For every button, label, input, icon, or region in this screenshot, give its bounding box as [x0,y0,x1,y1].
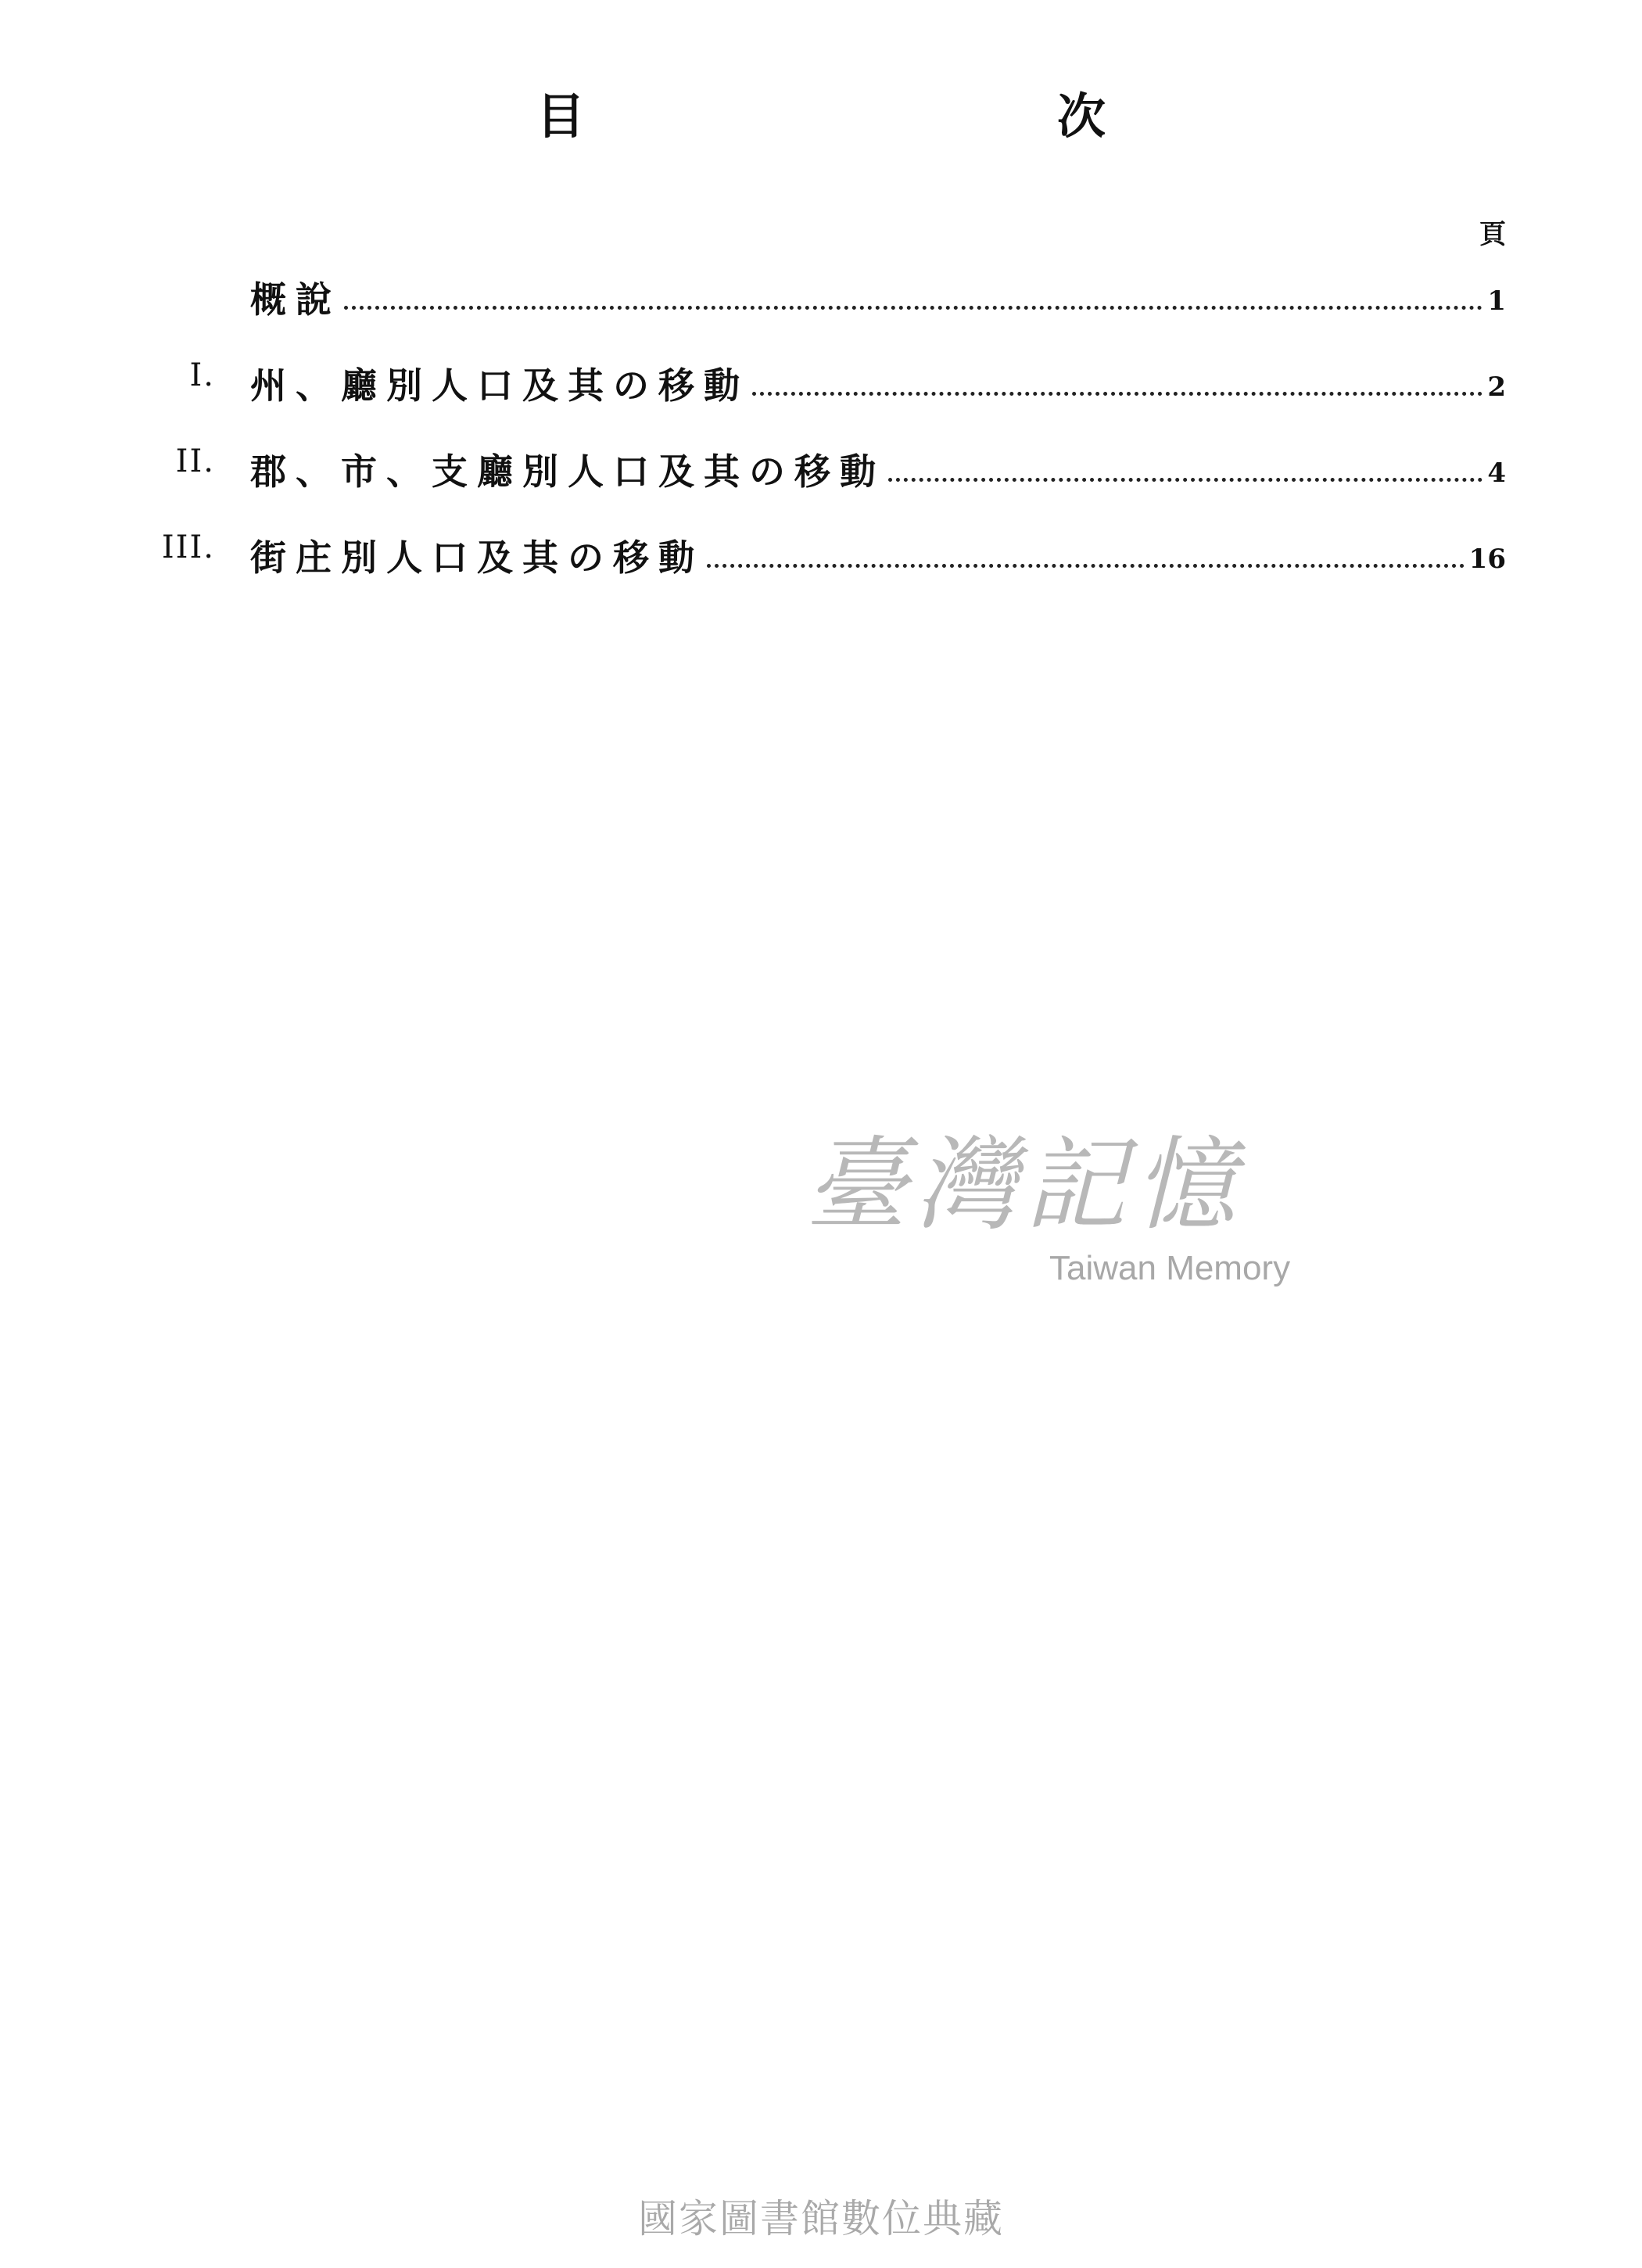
toc-dot-leader [888,478,1482,482]
toc-entry-page: 2 [1487,371,1506,403]
page-column-label: 頁 [1479,219,1506,250]
watermark-cjk-text: 臺灣記憶 [805,1125,1244,1244]
toc-dot-leader [707,564,1465,568]
toc-entry-title: 州、廳別人口及其の移動 [250,364,749,407]
toc-entry-district[interactable] [0,430,1642,493]
toc-entry-title: 郡、市、支廳別人口及其の移動 [250,450,885,493]
toc-entry-body [250,258,1506,321]
toc-entry-title: 概說 [250,278,341,321]
watermark-en-text: Taiwan Memory [1049,1249,1291,1287]
toc-entry-town[interactable] [0,516,1642,579]
toc-entry-number: I. [189,357,215,393]
toc-entry-body [250,516,1506,579]
toc-entry-prefecture[interactable] [0,344,1642,407]
toc-entry-page: 1 [1487,285,1506,317]
toc-dot-leader [752,392,1482,396]
toc-entry-overview[interactable] [0,258,1642,321]
taiwan-memory-watermark [805,1125,1306,1314]
toc-entry-number: III. [161,529,215,565]
toc-entry-page: 4 [1487,458,1506,489]
toc-entry-page: 16 [1468,544,1506,575]
toc-entry-title: 街庄別人口及其の移動 [250,536,704,579]
page-title: 目 次 [536,88,1231,145]
toc-entry-body [250,430,1506,493]
toc-entry-body [250,344,1506,407]
toc-dot-leader [344,306,1482,310]
library-stamp: 國家圖書館數位典藏 [638,2196,1004,2241]
toc-entry-number: II. [175,443,215,479]
